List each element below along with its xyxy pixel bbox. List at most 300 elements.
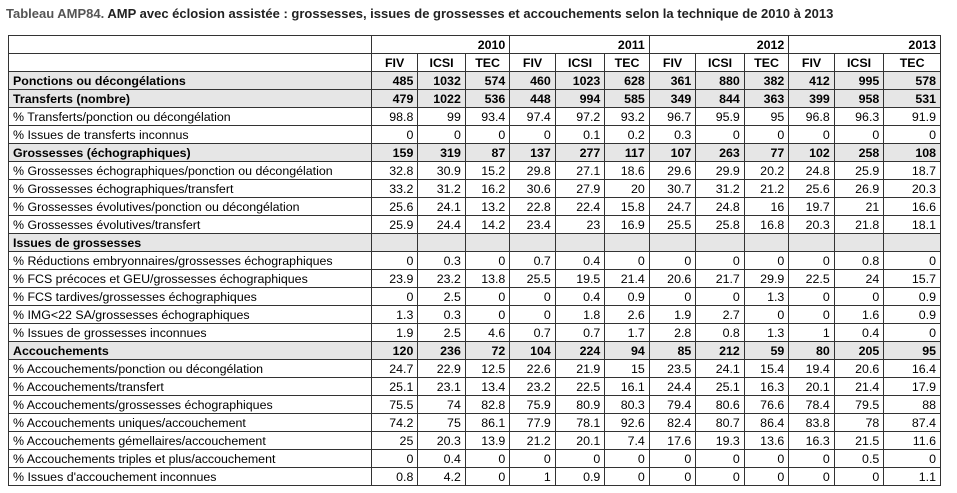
table-cell: 0 (465, 288, 509, 306)
table-row (9, 234, 941, 252)
table-row (9, 360, 941, 378)
table-cell: 0 (696, 468, 745, 486)
table-cell: 59 (744, 342, 788, 360)
table-cell: 1.9 (371, 324, 417, 342)
table-cell: 531 (884, 90, 941, 108)
corner-cell (9, 36, 372, 54)
table-cell: 236 (418, 342, 466, 360)
table-row (9, 216, 941, 234)
table-row (9, 396, 941, 414)
table-cell: 0 (371, 288, 417, 306)
table-cell: 0 (789, 288, 834, 306)
technique-header: ICSI (418, 54, 466, 72)
table-cell: 25.9 (371, 216, 417, 234)
table-cell: 485 (371, 72, 417, 90)
table-cell: 0.9 (884, 306, 941, 324)
table-cell: 20.3 (789, 216, 834, 234)
table-cell (649, 234, 695, 252)
table-cell: 0.7 (555, 324, 605, 342)
table-cell: 16.6 (884, 198, 941, 216)
table-cell: 29.6 (649, 162, 695, 180)
table-cell: 16.8 (744, 216, 788, 234)
row-label: % Grossesses évolutives/transfert (9, 216, 372, 234)
table-cell: 1.3 (744, 324, 788, 342)
table-cell: 107 (649, 144, 695, 162)
table-cell: 20.6 (649, 270, 695, 288)
table-cell: 0 (884, 252, 941, 270)
technique-header: TEC (465, 54, 509, 72)
table-cell: 1.3 (371, 306, 417, 324)
table-cell: 0 (696, 288, 745, 306)
table-row (9, 342, 941, 360)
table-cell: 460 (510, 72, 555, 90)
table-cell: 21.4 (605, 270, 650, 288)
table-cell: 22.4 (555, 198, 605, 216)
table-cell: 76.6 (744, 396, 788, 414)
table-cell: 25.6 (371, 198, 417, 216)
table-cell: 97.2 (555, 108, 605, 126)
table-cell: 93.4 (465, 108, 509, 126)
table-cell: 0.2 (605, 126, 650, 144)
table-cell: 13.9 (465, 432, 509, 450)
table-cell: 15.4 (744, 360, 788, 378)
table-cell: 0 (884, 324, 941, 342)
table-cell: 628 (605, 72, 650, 90)
table-cell: 0 (465, 252, 509, 270)
table-cell: 1.9 (649, 306, 695, 324)
table-row (9, 144, 941, 162)
table-cell: 0 (696, 126, 745, 144)
table-cell: 1.3 (744, 288, 788, 306)
table-cell: 25.8 (696, 216, 745, 234)
table-cell: 19.5 (555, 270, 605, 288)
table-cell: 88 (884, 396, 941, 414)
row-label: % Issues d'accouchement inconnues (9, 468, 372, 486)
table-cell: 479 (371, 90, 417, 108)
row-label: % Accouchements/transfert (9, 378, 372, 396)
technique-header: FIV (371, 54, 417, 72)
table-cell: 24.8 (789, 162, 834, 180)
table-cell: 30.6 (510, 180, 555, 198)
table-cell: 0.4 (555, 288, 605, 306)
table-cell: 0 (789, 450, 834, 468)
row-label: % Grossesses échographiques/transfert (9, 180, 372, 198)
table-cell: 72 (465, 342, 509, 360)
table-cell: 26.9 (834, 180, 884, 198)
table-row (9, 108, 941, 126)
table-cell: 0 (744, 126, 788, 144)
table-cell: 85 (649, 342, 695, 360)
table-cell: 18.7 (884, 162, 941, 180)
table-cell: 25.1 (696, 378, 745, 396)
row-label: Transferts (nombre) (9, 90, 372, 108)
table-cell: 1.1 (884, 468, 941, 486)
table-cell: 80 (789, 342, 834, 360)
table-cell: 958 (834, 90, 884, 108)
table-cell: 0 (465, 450, 509, 468)
table-cell: 25.6 (789, 180, 834, 198)
table-cell: 0 (834, 468, 884, 486)
table-cell: 0.3 (418, 306, 466, 324)
table-cell: 80.3 (605, 396, 650, 414)
table-cell: 0 (789, 252, 834, 270)
table-cell: 0 (465, 306, 509, 324)
table-cell: 20.3 (418, 432, 466, 450)
table-cell: 585 (605, 90, 650, 108)
table-cell: 361 (649, 72, 695, 90)
table-row (9, 252, 941, 270)
table-cell: 25.9 (834, 162, 884, 180)
table-cell: 16.3 (744, 378, 788, 396)
table-title (6, 6, 833, 21)
table-cell: 82.4 (649, 414, 695, 432)
table-cell: 159 (371, 144, 417, 162)
table-cell: 258 (834, 144, 884, 162)
table-cell: 23.1 (418, 378, 466, 396)
table-cell: 32.8 (371, 162, 417, 180)
table-cell: 29.9 (696, 162, 745, 180)
table-cell: 2.5 (418, 324, 466, 342)
table-cell: 78 (834, 414, 884, 432)
table-cell (555, 234, 605, 252)
table-cell: 0 (510, 126, 555, 144)
table-cell: 0 (605, 468, 650, 486)
table-cell: 0.9 (884, 288, 941, 306)
table-cell: 25.5 (649, 216, 695, 234)
table-row (9, 126, 941, 144)
table-row (9, 414, 941, 432)
table-cell: 99 (418, 108, 466, 126)
table-cell: 24 (834, 270, 884, 288)
row-label: Ponctions ou décongélations (9, 72, 372, 90)
table-cell: 17.6 (649, 432, 695, 450)
table-cell: 363 (744, 90, 788, 108)
table-cell: 0 (744, 450, 788, 468)
table-cell (696, 234, 745, 252)
table-cell: 80.7 (696, 414, 745, 432)
table-cell: 1 (510, 468, 555, 486)
row-label: % FCS précoces et GEU/grossesses échographiques (9, 270, 372, 288)
table-cell: 2.6 (605, 306, 650, 324)
table-cell: 1.7 (605, 324, 650, 342)
table-cell: 0 (371, 450, 417, 468)
table-cell: 13.4 (465, 378, 509, 396)
table-row (9, 270, 941, 288)
table-cell (884, 234, 941, 252)
table-row (9, 90, 941, 108)
table-cell: 33.2 (371, 180, 417, 198)
table-cell: 0.7 (510, 324, 555, 342)
table-cell: 412 (789, 72, 834, 90)
table-row (9, 468, 941, 486)
table-cell: 399 (789, 90, 834, 108)
table-cell: 0 (884, 126, 941, 144)
table-cell (789, 234, 834, 252)
table-cell: 4.6 (465, 324, 509, 342)
table-cell: 31.2 (696, 180, 745, 198)
table-cell: 96.3 (834, 108, 884, 126)
table-row (9, 198, 941, 216)
table-row (9, 378, 941, 396)
table-cell: 16.4 (884, 360, 941, 378)
year-header: 2013 (789, 36, 941, 54)
table-cell: 995 (834, 72, 884, 90)
table-cell: 880 (696, 72, 745, 90)
table-cell: 13.6 (744, 432, 788, 450)
row-label: % Accouchements gémellaires/accouchement (9, 432, 372, 450)
table-cell: 0 (649, 288, 695, 306)
table-cell: 94 (605, 342, 650, 360)
table-cell: 0 (884, 450, 941, 468)
table-cell: 23.4 (510, 216, 555, 234)
table-cell: 74.2 (371, 414, 417, 432)
table-cell: 0 (555, 450, 605, 468)
table-cell: 20.3 (884, 180, 941, 198)
table-cell: 212 (696, 342, 745, 360)
row-label: % Issues de transferts inconnus (9, 126, 372, 144)
technique-header: FIV (510, 54, 555, 72)
table-cell: 0 (789, 306, 834, 324)
table-cell: 20.1 (789, 378, 834, 396)
table-cell: 1032 (418, 72, 466, 90)
table-cell: 0 (605, 450, 650, 468)
table-cell: 93.2 (605, 108, 650, 126)
table-cell: 0 (649, 252, 695, 270)
table-cell: 18.1 (884, 216, 941, 234)
table-cell: 137 (510, 144, 555, 162)
table-cell: 0 (789, 126, 834, 144)
table-cell: 24.4 (418, 216, 466, 234)
table-cell: 16.3 (789, 432, 834, 450)
table-cell: 0.8 (371, 468, 417, 486)
row-label: % Grossesses échographiques/ponction ou décongélation (9, 162, 372, 180)
table-cell: 23.9 (371, 270, 417, 288)
table-cell: 23.2 (418, 270, 466, 288)
table-cell: 15.2 (465, 162, 509, 180)
table-cell: 0 (744, 252, 788, 270)
table-cell: 78.4 (789, 396, 834, 414)
table-cell: 25.1 (371, 378, 417, 396)
table-cell: 0.5 (834, 450, 884, 468)
table-cell: 0 (465, 126, 509, 144)
table-cell: 96.8 (789, 108, 834, 126)
table-cell: 102 (789, 144, 834, 162)
table-cell: 1022 (418, 90, 466, 108)
table-cell: 21 (834, 198, 884, 216)
table-cell (465, 234, 509, 252)
table-row (9, 432, 941, 450)
row-label: Issues de grossesses (9, 234, 372, 252)
table-cell: 19.3 (696, 432, 745, 450)
table-cell: 1023 (555, 72, 605, 90)
table-cell: 19.7 (789, 198, 834, 216)
table-cell: 349 (649, 90, 695, 108)
technique-header: TEC (744, 54, 788, 72)
table-cell: 12.5 (465, 360, 509, 378)
table-cell: 263 (696, 144, 745, 162)
table-cell: 0.9 (555, 468, 605, 486)
technique-header: FIV (649, 54, 695, 72)
table-cell (744, 234, 788, 252)
table-cell: 20.1 (555, 432, 605, 450)
table-cell: 27.9 (555, 180, 605, 198)
table-cell: 20 (605, 180, 650, 198)
table-row (9, 450, 941, 468)
table-cell: 21.7 (696, 270, 745, 288)
table-tag: Tableau AMP84. (6, 6, 105, 21)
table-cell: 0 (371, 126, 417, 144)
table-cell: 25.5 (510, 270, 555, 288)
table-cell: 17.9 (884, 378, 941, 396)
table-cell: 74 (418, 396, 466, 414)
table-cell: 92.6 (605, 414, 650, 432)
table-row (9, 324, 941, 342)
table-cell: 23.5 (649, 360, 695, 378)
table-cell: 108 (884, 144, 941, 162)
table-cell: 75.5 (371, 396, 417, 414)
table-cell: 0 (371, 252, 417, 270)
table-cell: 2.7 (696, 306, 745, 324)
row-label: % Accouchements triples et plus/accouchement (9, 450, 372, 468)
table-cell: 24.1 (696, 360, 745, 378)
table-cell: 0 (510, 288, 555, 306)
row-label: Accouchements (9, 342, 372, 360)
table-cell: 96.7 (649, 108, 695, 126)
table-cell: 0.4 (555, 252, 605, 270)
table-cell (834, 234, 884, 252)
table-cell: 86.4 (744, 414, 788, 432)
table-cell (418, 234, 466, 252)
technique-header: ICSI (696, 54, 745, 72)
table-cell: 77.9 (510, 414, 555, 432)
table-cell: 536 (465, 90, 509, 108)
row-label: % Accouchements/grossesses échographiques (9, 396, 372, 414)
table-cell: 24.7 (649, 198, 695, 216)
table-cell: 0.8 (696, 324, 745, 342)
table-cell: 80.9 (555, 396, 605, 414)
table-cell: 95 (744, 108, 788, 126)
row-label: % IMG<22 SA/grossesses échographiques (9, 306, 372, 324)
table-cell: 14.2 (465, 216, 509, 234)
technique-header-row (9, 54, 941, 72)
technique-header: TEC (605, 54, 650, 72)
table-cell: 24.7 (371, 360, 417, 378)
table-cell: 79.4 (649, 396, 695, 414)
table-cell: 21.2 (744, 180, 788, 198)
year-header: 2010 (371, 36, 509, 54)
table-cell: 0 (510, 306, 555, 324)
year-header: 2011 (510, 36, 649, 54)
table-cell: 0.1 (555, 126, 605, 144)
row-label: Grossesses (échographiques) (9, 144, 372, 162)
table-cell: 22.5 (555, 378, 605, 396)
table-cell: 0 (696, 450, 745, 468)
table-cell: 319 (418, 144, 466, 162)
row-label: % Accouchements uniques/accouchement (9, 414, 372, 432)
table-cell: 21.5 (834, 432, 884, 450)
table-cell: 2.8 (649, 324, 695, 342)
table-cell: 24.8 (696, 198, 745, 216)
table-cell: 79.5 (834, 396, 884, 414)
table-cell: 75 (418, 414, 466, 432)
table-cell: 16 (744, 198, 788, 216)
table-row (9, 162, 941, 180)
table-cell: 16.9 (605, 216, 650, 234)
table-cell: 95 (884, 342, 941, 360)
table-cell: 80.6 (696, 396, 745, 414)
table-cell (371, 234, 417, 252)
table-cell: 277 (555, 144, 605, 162)
table-cell: 21.9 (555, 360, 605, 378)
table-cell: 23.2 (510, 378, 555, 396)
table-cell: 0 (510, 450, 555, 468)
table-cell: 21.2 (510, 432, 555, 450)
table-cell: 1 (789, 324, 834, 342)
table-row (9, 72, 941, 90)
table-cell: 13.2 (465, 198, 509, 216)
table-cell: 16.1 (605, 378, 650, 396)
table-cell: 994 (555, 90, 605, 108)
table-cell: 75.9 (510, 396, 555, 414)
table-cell: 578 (884, 72, 941, 90)
table-cell: 0.4 (834, 324, 884, 342)
table-cell: 19.4 (789, 360, 834, 378)
table-cell: 0 (834, 126, 884, 144)
table-cell: 29.8 (510, 162, 555, 180)
technique-header: FIV (789, 54, 834, 72)
table-cell: 20.6 (834, 360, 884, 378)
table-cell: 16.2 (465, 180, 509, 198)
table-cell: 87.4 (884, 414, 941, 432)
table-cell: 13.8 (465, 270, 509, 288)
table-cell: 15 (605, 360, 650, 378)
table-cell: 0 (696, 252, 745, 270)
table-cell: 82.8 (465, 396, 509, 414)
table-cell: 77 (744, 144, 788, 162)
table-cell: 21.4 (834, 378, 884, 396)
table-cell: 0.4 (418, 450, 466, 468)
row-label: % Transferts/ponction ou décongélation (9, 108, 372, 126)
table-cell: 0.8 (834, 252, 884, 270)
technique-header: TEC (884, 54, 941, 72)
table-cell: 1.6 (834, 306, 884, 324)
table-cell (605, 234, 650, 252)
row-label: % FCS tardives/grossesses échographiques (9, 288, 372, 306)
technique-header: ICSI (555, 54, 605, 72)
data-table (8, 35, 941, 486)
table-cell: 15.7 (884, 270, 941, 288)
table-cell: 0.3 (418, 252, 466, 270)
corner-cell (9, 54, 372, 72)
table-cell: 844 (696, 90, 745, 108)
table-cell: 0 (744, 306, 788, 324)
technique-header: ICSI (834, 54, 884, 72)
table-title-text: AMP avec éclosion assistée : grossesses, issues de grossesses et accouchements selon la technique de 2010 à 2013 (104, 6, 834, 21)
table-cell: 22.9 (418, 360, 466, 378)
table-cell: 382 (744, 72, 788, 90)
table-cell: 0.9 (605, 288, 650, 306)
table-cell: 0 (789, 468, 834, 486)
table-cell: 24.4 (649, 378, 695, 396)
table-cell: 0.7 (510, 252, 555, 270)
table-cell: 98.8 (371, 108, 417, 126)
table-cell: 86.1 (465, 414, 509, 432)
table-cell: 97.4 (510, 108, 555, 126)
table-cell: 2.5 (418, 288, 466, 306)
table-cell: 0 (418, 126, 466, 144)
table-cell: 29.9 (744, 270, 788, 288)
table-cell: 448 (510, 90, 555, 108)
